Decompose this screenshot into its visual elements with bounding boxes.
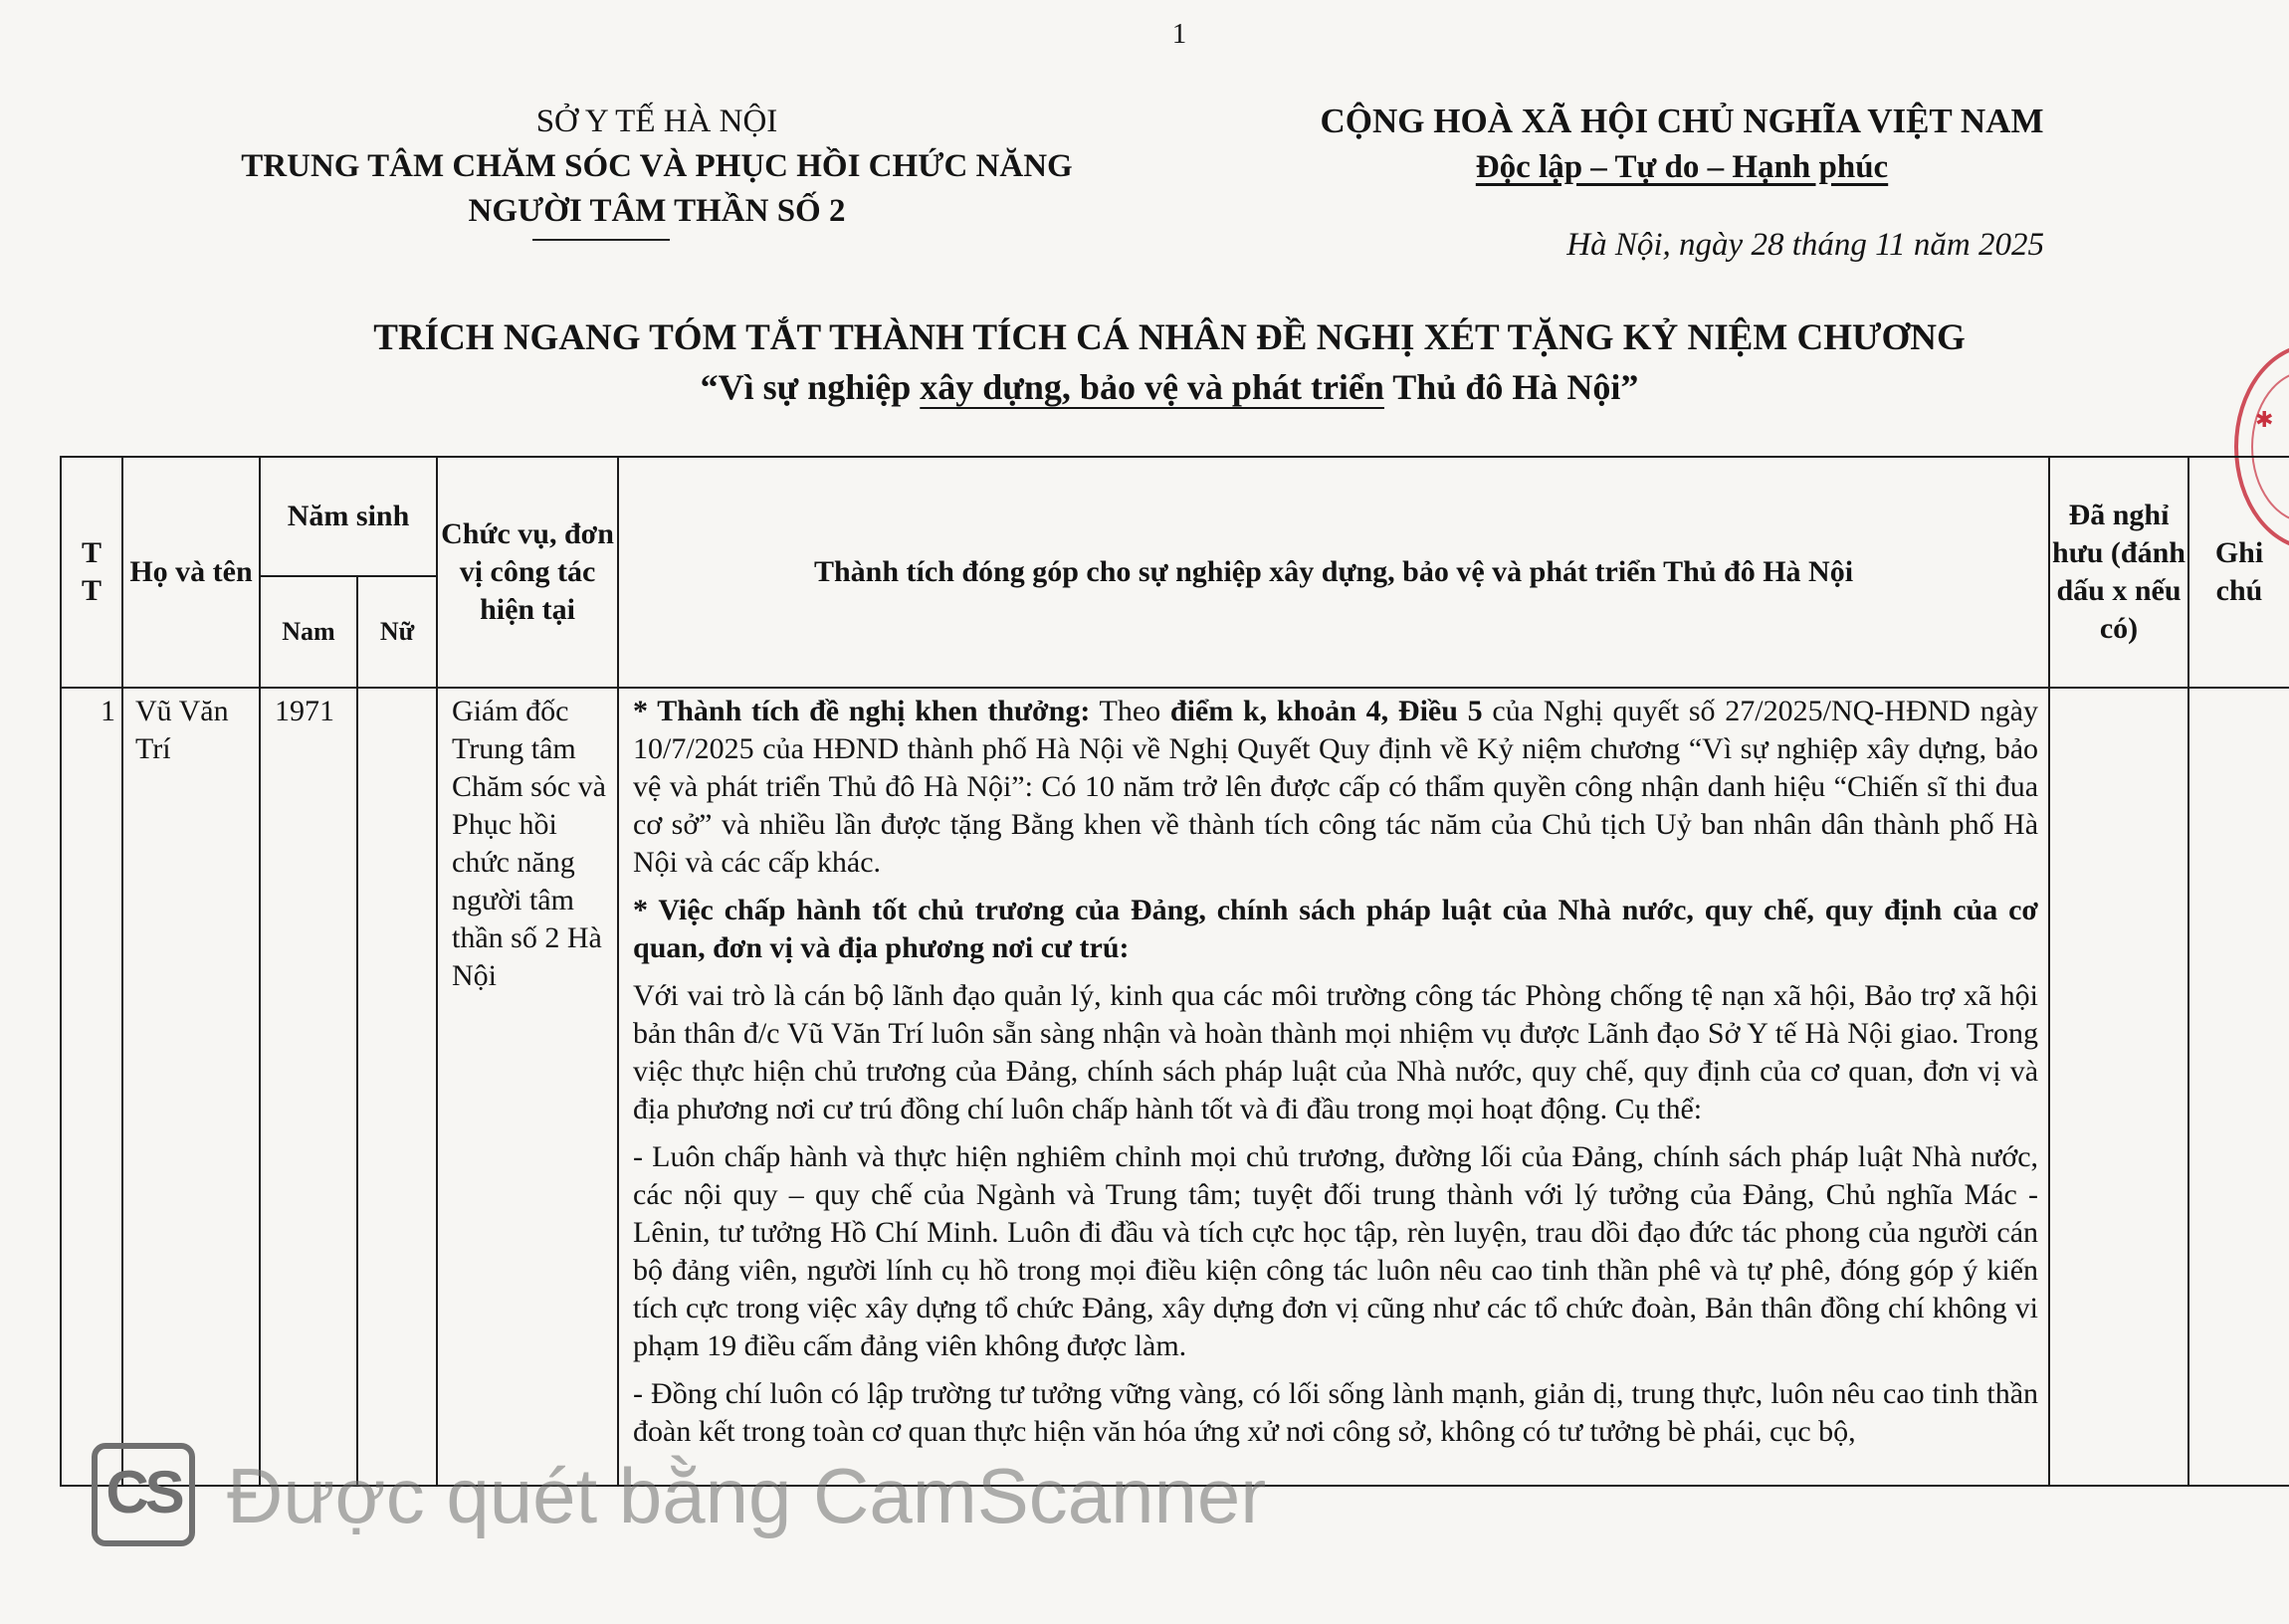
header-tt: T T <box>61 457 122 688</box>
row-year-male: 1971 <box>260 688 357 1486</box>
reward-basis-label: * Thành tích đề nghị khen thưởng: <box>633 695 1091 727</box>
reward-basis-text1: Theo <box>1090 695 1170 727</box>
header-left-divider <box>532 239 670 241</box>
achievement-reward-basis <box>633 693 2038 882</box>
subtitle-part3: Thủ đô Hà Nội” <box>1383 367 1639 407</box>
page-number: 1 <box>1171 18 1187 50</box>
row-retired <box>2049 688 2188 1486</box>
row-tt: 1 <box>61 688 122 1486</box>
document-subtitle <box>199 366 2140 408</box>
compliance-point-2: - Đồng chí luôn có lập trường tư tưởng vững vàng, có lối sống lành mạnh, giản dị, trung thực, luôn nêu cao tinh thần đoàn kết trong toàn cơ quan thực hiện văn hóa ứng xử nơi công sở, không có tư tưởng bè phái, cục bộ, <box>633 1377 2039 1448</box>
camscanner-watermark: Được quét bằng CamScanner <box>227 1452 1267 1539</box>
row-position: Giám đốc Trung tâm Chăm sóc và Phục hồi chức năng người tâm thần số 2 Hà Nội <box>437 688 618 1486</box>
document-title: TRÍCH NGANG TÓM TẮT THÀNH TÍCH CÁ NHÂN ĐỀ NGHỊ XÉT TẶNG KỶ NIỆM CHƯƠNG <box>373 317 1966 358</box>
header-female: Nữ <box>357 576 437 688</box>
camscanner-logo-text: CS <box>105 1459 181 1525</box>
compliance-point-1: - Luôn chấp hành và thực hiện nghiêm chỉnh mọi chủ trương, đường lối của Đảng, chính sách pháp luật Nhà nước, các nội quy – quy chế của Ngành và Trung tâm; tuyệt đối trung thành với lý tưởng của Đảng, Chủ nghĩa Mác - Lênin, tư tưởng Hồ Chí Minh. Luôn đi đầu và tích cực học tập, rèn luyện, trau dồi đạo đức tác phong của người cán bộ đảng viên, người lính cụ hồ trong mọi điều kiện công tác luôn nêu cao tinh thần phê và tự phê, đóng góp ý kiến tích cực trong việc xây dựng tổ chức Đảng, xây dựng đơn vị cũng như các tổ chức đoàn, Bản thân đồng chí không vi phạm 19 điều cấm đảng viên không được làm. <box>633 1140 2039 1362</box>
compliance-intro: Với vai trò là cán bộ lãnh đạo quản lý, kinh qua các môi trường công tác Phòng chống tệ nạn xã hội, Bảo trợ xã hội bản thân đ/c Vũ Văn Trí luôn sẵn sàng nhận và hoàn thành mọi nhiệm vụ được Lãnh đạo Sở Y tế Hà Nội giao. Trong việc thực hiện chủ trương của Đảng, chính sách pháp luật của Nhà nước, quy chế, quy định của cơ quan, đơn vị và địa phương nơi cư trú đồng chí luôn chấp hành tốt và đi đầu trong mọi hoạt động. Cụ thể: <box>633 979 2039 1125</box>
header-left <box>159 100 1154 234</box>
center-name-line1: TRUNG TÂM CHĂM SÓC VÀ PHỤC HỒI CHỨC NĂNG <box>241 148 1073 184</box>
national-motto: Độc lập – Tự do – Hạnh phúc <box>1475 149 1889 185</box>
red-seal-mark: ✱ <box>2255 408 2274 433</box>
row-note <box>2188 688 2289 1486</box>
row-year-female <box>357 688 437 1486</box>
header-birth-year: Năm sinh <box>260 457 437 576</box>
header-right <box>1135 98 2229 191</box>
center-name-line2: NGƯỜI TÂM THẦN SỐ 2 <box>468 193 846 229</box>
header-achievements: Thành tích đóng góp cho sự nghiệp xây dựng, bảo vệ và phát triển Thủ đô Hà Nội <box>618 457 2049 688</box>
agency-name: SỞ Y TẾ HÀ NỘI <box>535 103 778 139</box>
row-name: Vũ Văn Trí <box>122 688 260 1486</box>
achievement-table <box>60 456 2289 1487</box>
header-note: Ghi chú <box>2188 457 2289 688</box>
reward-basis-article: điểm k, khoản 4, Điều 5 <box>1169 695 1483 727</box>
reward-basis-text2: của Nghị quyết số 27/2025/NQ-HĐND ngày 10/7/2025 của HĐND thành phố Hà Nội về Nghị Quyết Quy định về Kỷ niệm chương “Vì sự nghiệp xây dựng, bảo vệ và phát triển Thủ đô Hà Nội”: Có 10 năm trở lên được cấp có thẩm quyền công nhận danh hiệu “Chiến sĩ thi đua cơ sở” và nhiều lần được tặng Bằng khen về thành tích công tác năm của Chủ tịch Uỷ ban nhân dân thành phố Hà Nội và các cấp khác. <box>633 695 2039 879</box>
subtitle-part1: “Vì sự nghiệp <box>700 367 921 407</box>
table-row <box>61 688 2289 1486</box>
compliance-heading: * Việc chấp hành tốt chủ trương của Đảng, chính sách pháp luật của Nhà nước, quy chế, quy định của cơ quan, đơn vị và địa phương nơi cư trú: <box>633 894 2039 964</box>
date-line: Hà Nội, ngày 28 tháng 11 năm 2025 <box>1566 227 2044 263</box>
header-position: Chức vụ, đơn vị công tác hiện tại <box>437 457 618 688</box>
header-name: Họ và tên <box>122 457 260 688</box>
header-male: Nam <box>260 576 357 688</box>
row-achievements <box>618 688 2049 1486</box>
subtitle-underlined: xây dựng, bảo vệ và phát triển <box>920 367 1384 407</box>
nation-name: CỘNG HOÀ XÃ HỘI CHỦ NGHĨA VIỆT NAM <box>1320 102 2044 140</box>
header-retired: Đã nghỉ hưu (đánh dấu x nếu có) <box>2049 457 2188 688</box>
